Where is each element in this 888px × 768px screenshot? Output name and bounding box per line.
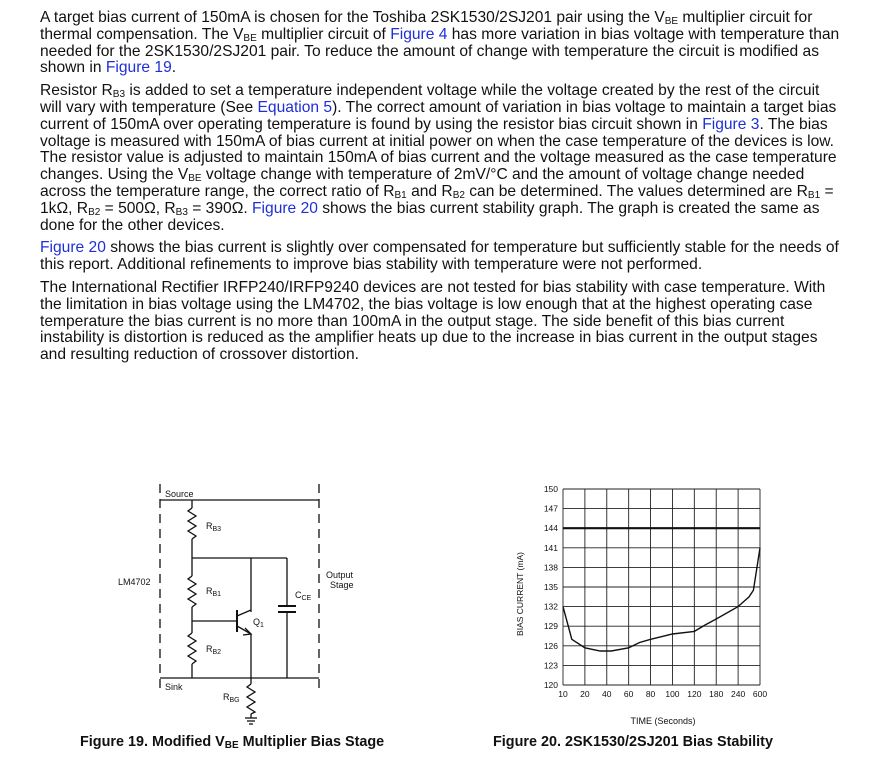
subscript: BE [188, 173, 202, 185]
bias-stage-schematic [108, 478, 378, 728]
svg-text:CCE [295, 590, 312, 602]
subscript: B3 [112, 89, 126, 101]
rbg-sub: BG [229, 697, 240, 704]
svg-text:RBG [223, 692, 240, 704]
rb3-resistor [188, 508, 196, 539]
rb2-sub: B2 [212, 649, 222, 656]
subscript: BE [243, 32, 257, 44]
figure-19-link[interactable]: Figure 19 [105, 59, 172, 77]
svg-text:RB3 [206, 521, 221, 533]
subscript: B2 [88, 206, 101, 218]
chart-grid [563, 489, 760, 685]
figure-3-link[interactable]: Figure 3 [702, 115, 760, 133]
cce-sub: CE [301, 595, 312, 602]
caption-subscript: BE [224, 740, 239, 751]
y-axis-label: BIAS CURRENT (mA) [515, 552, 525, 636]
figure-20-link[interactable]: Figure 20 [40, 239, 106, 257]
y-tick-label: 141 [543, 542, 558, 553]
x-axis-label: TIME (Seconds) [630, 716, 696, 726]
rb2-resistor [188, 633, 196, 664]
x-tick-label: 600 [752, 689, 768, 699]
svg-text:RB2 [206, 644, 221, 656]
cce-label: C [295, 590, 302, 600]
bias-stability-chart [505, 478, 795, 730]
text-run: voltage change with temperature of 2mV/°C and the amount of voltage change needed across the temperature range, the correct ratio of R [40, 166, 805, 200]
rbg-label: R [223, 692, 230, 702]
text-run: . [171, 59, 177, 77]
equation-5-link[interactable]: Equation 5 [257, 98, 333, 116]
figure-4-link[interactable]: Figure 4 [390, 25, 448, 43]
y-tick-label: 120 [543, 680, 558, 690]
x-tick-label: 180 [709, 689, 724, 699]
text-run: = 390Ω. [187, 199, 253, 217]
x-tick-label: 240 [731, 689, 746, 699]
rb1-label: R [206, 586, 213, 596]
rbg-resistor [247, 684, 255, 714]
y-tick-label: 132 [543, 601, 558, 612]
text-run: multiplier circuit of [256, 25, 391, 43]
figure-20-caption: Figure 20. 2SK1530/2SJ201 Bias Stability [493, 734, 773, 750]
subscript: B1 [394, 189, 407, 201]
x-tick-label: 120 [687, 689, 702, 699]
text-run: has more variation in bias voltage with temperature than needed for the 2SK1530/2SJ201 pair. To reduce the amount of change with temperature the circuit is modified as shown in [40, 25, 840, 77]
text-run: shows the bias current is slightly over compensated for temperature but sufficiently stable for the needs of this report. Additional refinements to improve bias stability with temperature were not performed. [40, 239, 839, 274]
subscript: BE [664, 16, 679, 27]
y-tick-label: 147 [543, 503, 558, 514]
x-tick-label: 80 [645, 689, 656, 699]
q1-label: Q [253, 617, 261, 627]
paragraph-2 [40, 83, 845, 234]
text-run: ). The correct amount of variation in bias voltage to maintain a target bias current of 150mA over operating temperature is found by using the resistor bias circuit shown in [40, 98, 837, 133]
text-run: is added to set a temperature independent voltage while the voltage created by the rest of the circuit will vary with temperature (See [40, 82, 820, 116]
text-run: Resistor R [40, 82, 113, 100]
x-tick-labels [558, 689, 767, 699]
svg-text:RB1 [206, 586, 221, 598]
y-tick-label: 126 [543, 640, 558, 651]
y-tick-label: 135 [543, 582, 558, 592]
text-run: shows the bias current stability graph. The graph is created the same as done for the other devices. [40, 199, 820, 234]
stage-label: Stage [330, 580, 354, 590]
y-tick-label: 123 [543, 660, 558, 671]
text-run: = 1kΩ, R [40, 182, 834, 217]
rb3-label: R [206, 521, 213, 531]
text-run: A target bias current of 150mA is chosen for the Toshiba 2SK1530/2SJ201 pair using the V [40, 9, 665, 26]
x-tick-label: 20 [580, 689, 590, 699]
x-tick-label: 10 [558, 689, 568, 699]
rb3-sub: B3 [212, 526, 222, 533]
figure-20-link[interactable]: Figure 20 [252, 199, 318, 217]
lm4702-label: LM4702 [118, 577, 151, 587]
output-label: Output [326, 570, 354, 580]
x-tick-label: 100 [665, 689, 680, 699]
subscript: B2 [452, 189, 465, 201]
paragraph-4 [40, 280, 845, 364]
rb1-sub: B1 [212, 591, 222, 598]
y-tick-label: 129 [543, 621, 558, 632]
rb1-resistor [188, 576, 196, 607]
caption-text: Multiplier Bias Stage [238, 734, 385, 750]
body-text [40, 10, 845, 370]
x-tick-label: 60 [623, 689, 634, 699]
caption-text: Figure 19. Modified V [80, 734, 225, 750]
text-run: and R [406, 182, 453, 200]
text-run: . The bias voltage is measured with 150mA of bias current at initial power on when the case temperature of the devices is low. The resistor value is adjusted to maintain 150mA of bias current and the voltage measured as the case temperature changes. Using the V [40, 115, 837, 184]
figure-19-caption [80, 734, 384, 750]
chart-series [563, 528, 760, 651]
text-run: The International Rectifier IRFP240/IRFP9240 devices are not tested for bias stability with case temperature. With the limitation in bias voltage using the LM4702, the bias voltage is low enough that at the highest operating case temperature the bias current is no more than 100mA in the output stage. The side benefit of this bias current instability is distortion is reduced as the amplifier heats up due to the increase in bias current in the output stages and resulting reduction of crossover distortion. [40, 278, 826, 364]
subscript: B1 [807, 189, 821, 201]
y-tick-label: 144 [543, 523, 558, 534]
rb2-label: R [206, 644, 213, 654]
q1-sub: 1 [260, 622, 264, 629]
paragraph-3 [40, 240, 845, 274]
text-run: can be determined. The values determined are R [464, 182, 808, 200]
y-tick-labels [544, 484, 558, 690]
bias-current-line [563, 548, 760, 651]
y-tick-label: 138 [543, 562, 558, 573]
source-label: Source [165, 489, 194, 499]
x-tick-label: 40 [602, 689, 612, 699]
sink-label: Sink [165, 682, 183, 692]
text-run: multiplier circuit for thermal compensation. The V [40, 9, 813, 43]
paragraph-1 [40, 10, 845, 77]
y-tick-label: 150 [543, 484, 558, 494]
text-run: = 500Ω, R [100, 199, 176, 217]
svg-text:Q1 [253, 617, 264, 629]
subscript: B3 [175, 206, 188, 218]
